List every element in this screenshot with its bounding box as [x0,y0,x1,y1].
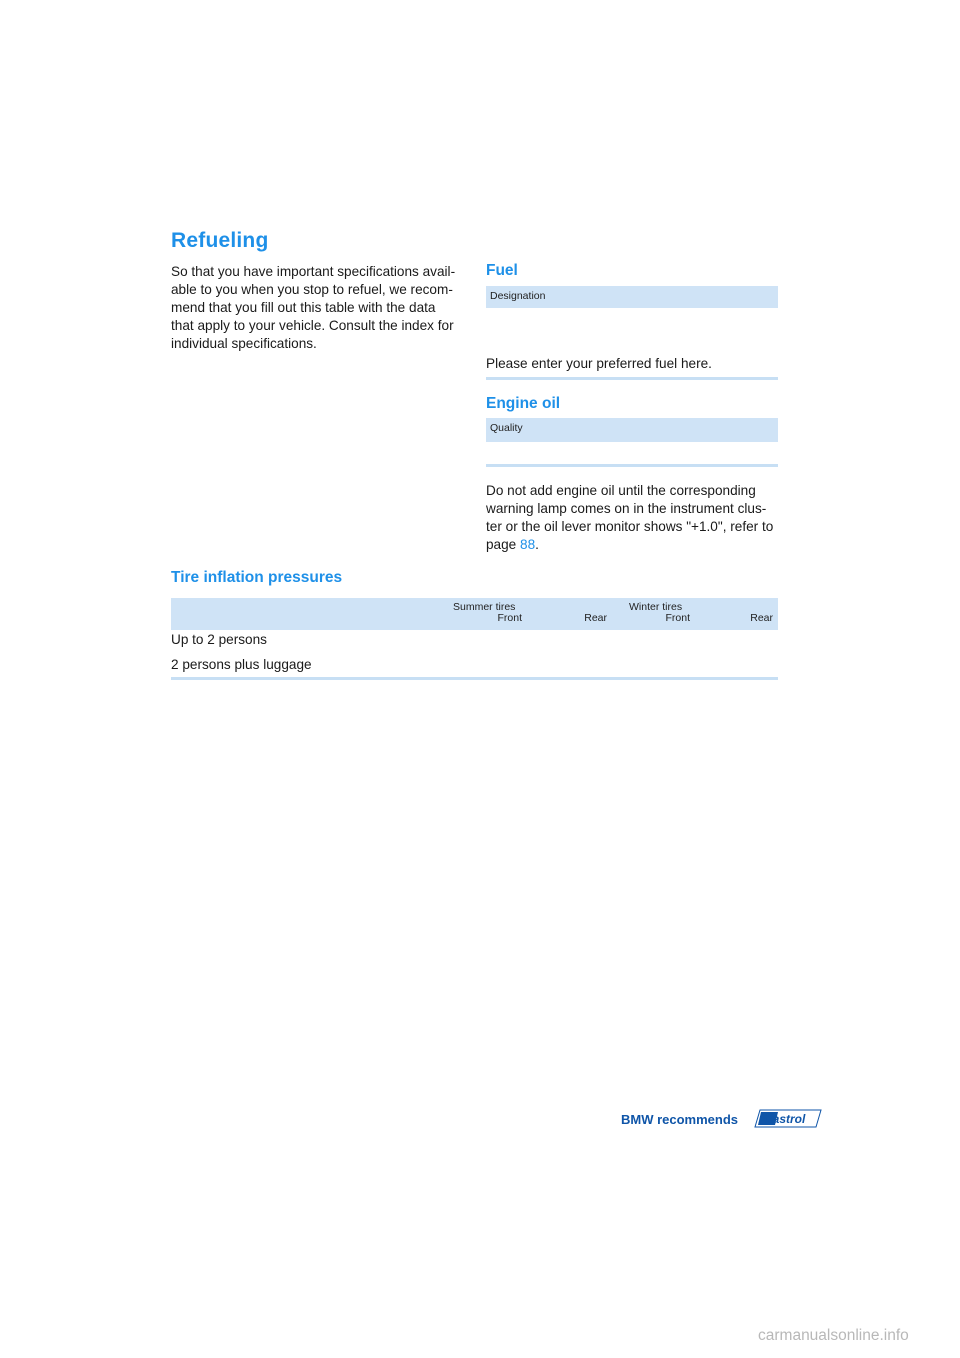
engine-oil-heading: Engine oil [486,395,561,412]
engine-oil-note-line: Do not add engine oil until the corresponding [486,483,756,498]
page-prefix: page [486,537,521,552]
watermark: carmanualsonline.info [758,1327,909,1344]
castrol-logo [754,1109,822,1128]
page-title: Refueling [171,229,269,252]
row-label: 2 persons plus luggage [171,657,312,672]
engine-oil-note [486,482,781,554]
fuel-designation-field[interactable] [486,286,778,308]
engine-oil-divider [486,464,778,467]
summer-tires-header: Summer tires [453,601,516,613]
intro-paragraph [171,263,471,353]
summer-front-header: Front [497,612,522,624]
castrol-logo-icon [754,1109,822,1128]
engine-oil-quality-field[interactable] [486,418,778,442]
fuel-note: Please enter your preferred fuel here. [486,356,712,371]
svg-text:Castrol: Castrol [764,1112,806,1126]
tire-table-header [171,598,778,630]
winter-front-header: Front [665,612,690,624]
page-reference-link[interactable]: 88 [520,537,536,552]
intro-line: that apply to your vehicle. Consult the index for [171,318,454,333]
fuel-designation-label: Designation [490,290,546,302]
row-label: Up to 2 persons [171,632,267,647]
engine-oil-quality-label: Quality [490,422,523,434]
intro-line: individual specifications. [171,336,317,351]
fuel-heading: Fuel [486,262,518,279]
winter-rear-header: Rear [750,612,773,624]
tire-table-divider [171,677,778,680]
engine-oil-note-line: ter or the oil lever monitor shows "+1.0", refer to [486,519,774,534]
engine-oil-note-last-line [486,536,781,554]
intro-line: mend that you fill out this table with the data [171,300,436,315]
note-period: . [535,537,539,552]
summer-rear-header: Rear [584,612,607,624]
table-row [171,657,312,672]
winter-tires-header: Winter tires [629,601,683,613]
intro-line: So that you have important specifications avail- [171,264,456,279]
bmw-recommends-text: BMW recommends [621,1112,739,1127]
engine-oil-note-line: warning lamp comes on in the instrument clus- [486,501,767,516]
tire-pressures-heading: Tire inflation pressures [171,569,343,586]
table-row [171,632,267,647]
fuel-divider [486,377,778,380]
intro-line: able to you when you stop to refuel, we recom- [171,282,453,297]
